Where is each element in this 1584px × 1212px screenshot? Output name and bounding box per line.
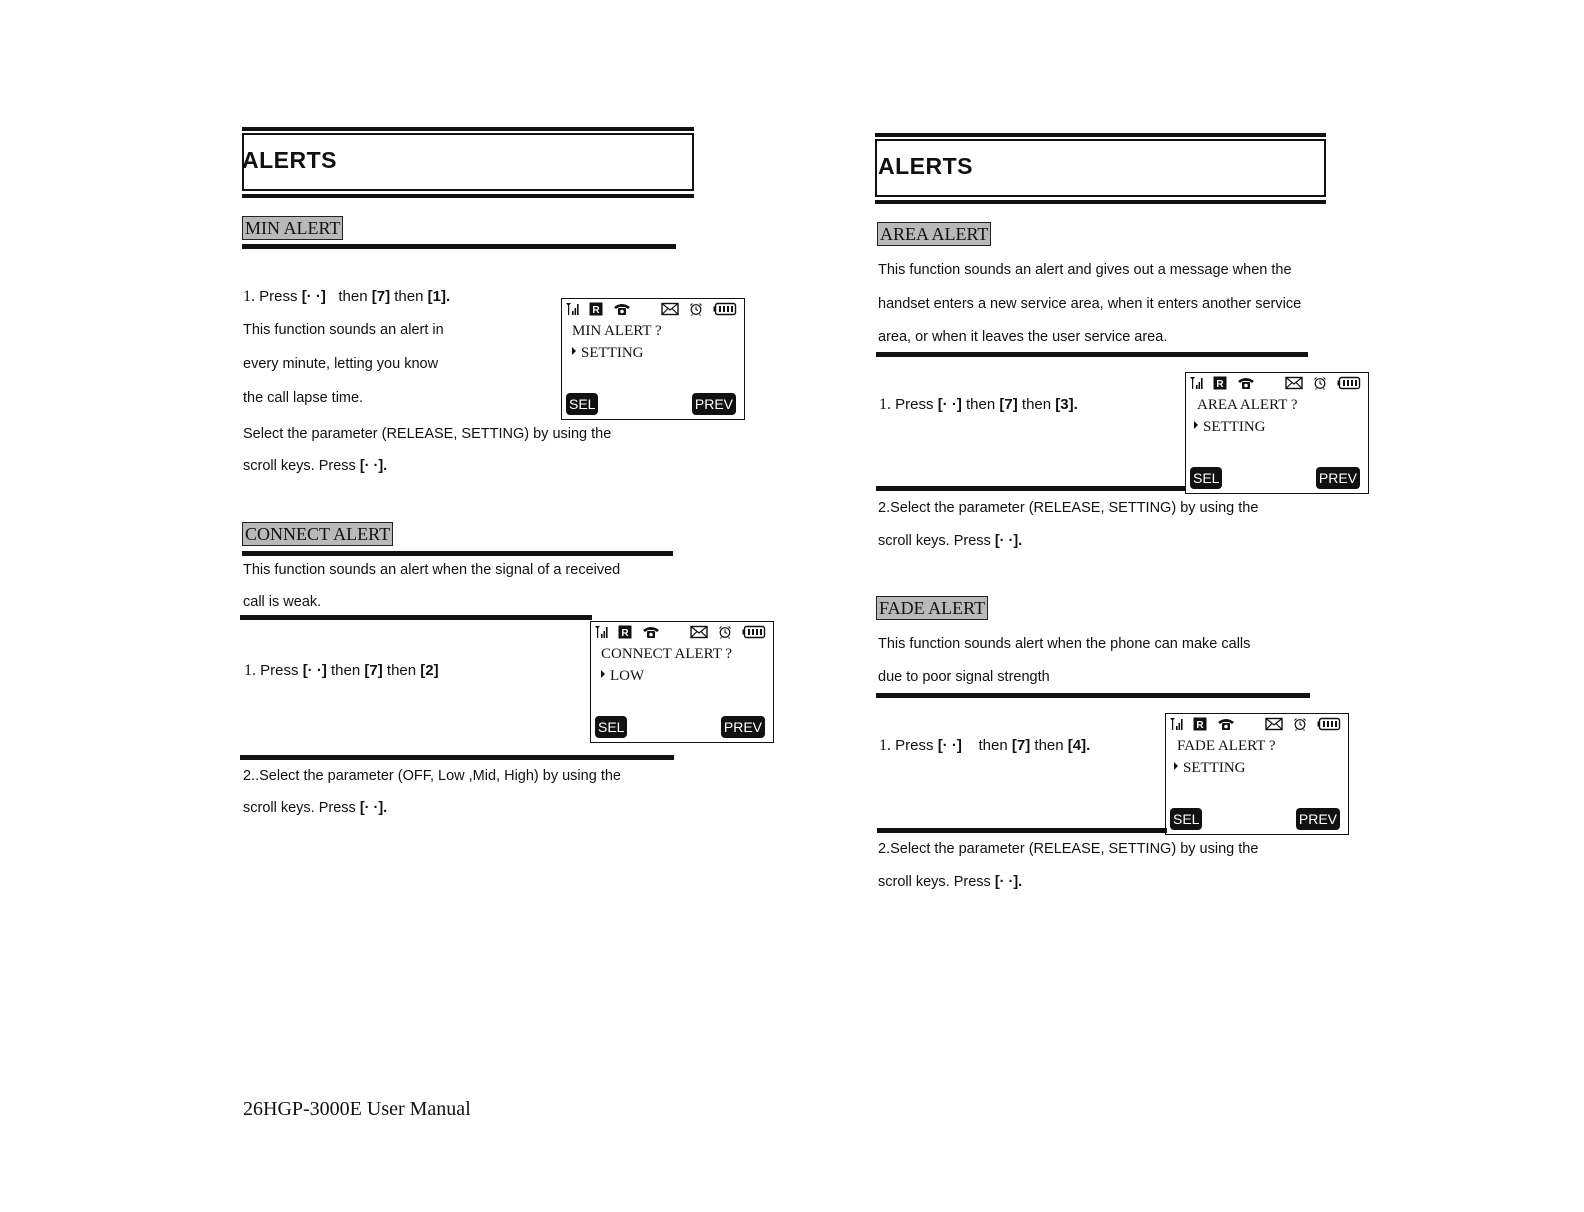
- envelope-icon: [690, 625, 708, 639]
- connect-alert-rule: [242, 551, 673, 556]
- alarm-icon: [689, 302, 703, 316]
- sel-softkey[interactable]: SEL: [595, 716, 627, 738]
- min-alert-rule: [242, 244, 676, 249]
- fade-alert-display: [1165, 713, 1349, 835]
- status-bar: [565, 300, 741, 318]
- roaming-icon: [589, 302, 603, 316]
- display-line-1: MIN ALERT ?: [572, 323, 662, 339]
- roaming-icon: [1193, 717, 1207, 731]
- connect-alert-step2: 2..Select the parameter (OFF, Low ,Mid, High) by using the: [243, 768, 621, 784]
- fade-alert-rule: [876, 693, 1310, 698]
- phone-icon: [642, 625, 660, 639]
- connect-alert-desc-1: This function sounds an alert when the signal of a received: [243, 562, 621, 578]
- pointer-icon: [601, 670, 605, 678]
- min-alert-desc-4: Select the parameter (RELEASE, SETTING) by using the: [243, 426, 612, 442]
- status-bar: [594, 623, 770, 641]
- pointer-icon: [1174, 762, 1178, 770]
- right-page-title: ALERTS: [878, 153, 973, 179]
- area-alert-rule-2: [876, 486, 1186, 491]
- min-alert-desc-3: the call lapse time.: [243, 390, 364, 406]
- prev-softkey[interactable]: PREV: [692, 393, 736, 415]
- envelope-icon: [661, 302, 679, 316]
- display-line-1: AREA ALERT ?: [1197, 397, 1298, 413]
- prev-softkey[interactable]: PREV: [1316, 467, 1360, 489]
- area-alert-step2: 2.Select the parameter (RELEASE, SETTING) by using the: [878, 500, 1259, 516]
- roaming-icon: [1213, 376, 1227, 390]
- left-header-top-rule: [242, 127, 694, 131]
- fade-alert-step2: 2.Select the parameter (RELEASE, SETTING) by using the: [878, 841, 1259, 857]
- connect-alert-tag: CONNECT ALERT: [242, 522, 393, 546]
- connect-alert-rule-2: [240, 615, 592, 620]
- connect-alert-step1: 1. Press [· ·] then [7] then [2]: [244, 662, 439, 679]
- min-alert-tag: MIN ALERT: [242, 216, 343, 240]
- fade-alert-tag: FADE ALERT: [876, 596, 988, 620]
- phone-icon: [1237, 376, 1255, 390]
- prev-softkey[interactable]: PREV: [1296, 808, 1340, 830]
- fade-alert-step2b: scroll keys. Press [· ·].: [878, 874, 1023, 890]
- signal-icon: [565, 302, 581, 316]
- envelope-icon: [1285, 376, 1303, 390]
- phone-icon: [613, 302, 631, 316]
- battery-icon: [713, 302, 737, 316]
- signal-icon: [1189, 376, 1205, 390]
- fade-alert-desc-1: This function sounds alert when the phone can make calls: [878, 636, 1251, 652]
- min-alert-display: [561, 298, 745, 420]
- area-alert-step2b: scroll keys. Press [· ·].: [878, 533, 1023, 549]
- left-header-bottom-rule: [242, 194, 694, 198]
- page-footer: 26HGP-3000E User Manual: [243, 1098, 471, 1120]
- min-alert-desc-5: scroll keys. Press [· ·].: [243, 458, 388, 474]
- area-alert-desc-1: This function sounds an alert and gives out a message when the: [878, 262, 1292, 278]
- display-line-2: SETTING: [1194, 419, 1266, 436]
- envelope-icon: [1265, 717, 1283, 731]
- alarm-icon: [1293, 717, 1307, 731]
- display-line-1: CONNECT ALERT ?: [601, 646, 733, 662]
- fade-alert-rule-2: [877, 828, 1167, 833]
- area-alert-desc-2: handset enters a new service area, when it enters another service: [878, 296, 1302, 312]
- min-alert-desc-2: every minute, letting you know: [243, 356, 439, 372]
- connect-alert-rule-3: [240, 755, 674, 760]
- right-header-top-rule: [875, 133, 1326, 137]
- roaming-icon: [618, 625, 632, 639]
- left-page-title: ALERTS: [242, 147, 337, 173]
- alarm-icon: [718, 625, 732, 639]
- connect-alert-desc-2: call is weak.: [243, 594, 322, 610]
- pointer-icon: [572, 347, 576, 355]
- battery-icon: [1317, 717, 1341, 731]
- pointer-icon: [1194, 421, 1198, 429]
- connect-alert-step2b: scroll keys. Press [· ·].: [243, 800, 388, 816]
- display-line-1: FADE ALERT ?: [1177, 738, 1276, 754]
- min-alert-step1: 1. Press [· ·] then [7] then [1].: [243, 288, 451, 305]
- status-bar: [1169, 715, 1345, 733]
- min-alert-desc-1: This function sounds an alert in: [243, 322, 444, 338]
- battery-icon: [1337, 376, 1361, 390]
- alarm-icon: [1313, 376, 1327, 390]
- area-alert-step1: 1. Press [· ·] then [7] then [3].: [879, 396, 1078, 413]
- sel-softkey[interactable]: SEL: [1170, 808, 1202, 830]
- right-header-bottom-rule: [875, 200, 1326, 204]
- signal-icon: [594, 625, 610, 639]
- display-line-2: SETTING: [572, 345, 644, 362]
- phone-icon: [1217, 717, 1235, 731]
- battery-icon: [742, 625, 766, 639]
- fade-alert-step1: 1. Press [· ·] then [7] then [4].: [879, 737, 1091, 754]
- area-alert-display: [1185, 372, 1369, 494]
- signal-icon: [1169, 717, 1185, 731]
- sel-softkey[interactable]: SEL: [566, 393, 598, 415]
- fade-alert-desc-2: due to poor signal strength: [878, 669, 1050, 685]
- display-line-2: SETTING: [1174, 760, 1246, 777]
- area-alert-tag: AREA ALERT: [877, 222, 991, 246]
- area-alert-rule: [876, 352, 1308, 357]
- area-alert-desc-3: area, or when it leaves the user service area.: [878, 329, 1168, 345]
- prev-softkey[interactable]: PREV: [721, 716, 765, 738]
- sel-softkey[interactable]: SEL: [1190, 467, 1222, 489]
- display-line-2: LOW: [601, 668, 644, 685]
- status-bar: [1189, 374, 1365, 392]
- connect-alert-display: [590, 621, 774, 743]
